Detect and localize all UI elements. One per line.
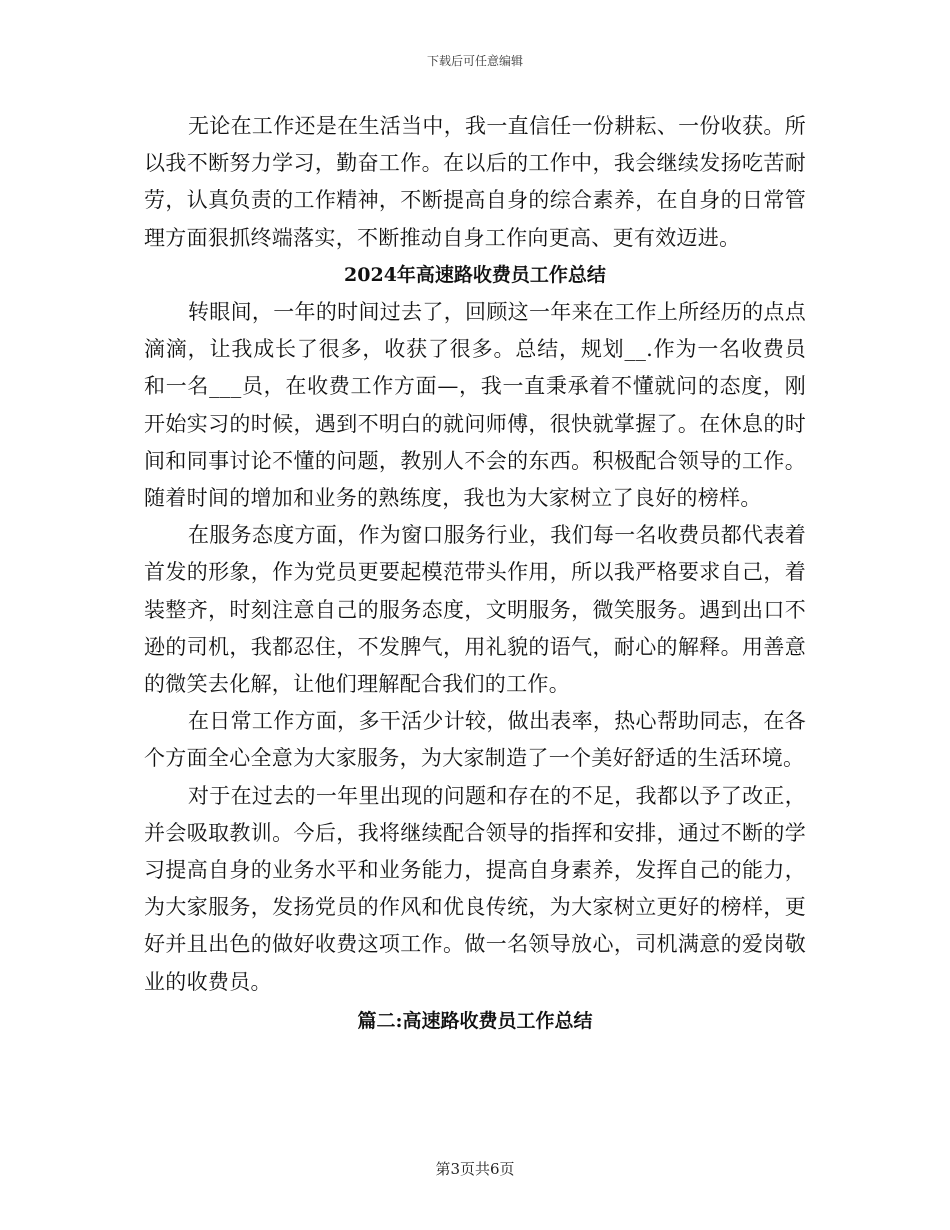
section-title-2: 篇二:高速路收费员工作总结 — [357, 1009, 593, 1032]
paragraph-4: 在日常工作方面，多干活少计较，做出表率，热心帮助同志，在各个方面全心全意为大家服务，为大家制造了一个美好舒适的生活环境。 — [144, 709, 806, 771]
page-header: 下载后可任意编辑 — [426, 54, 523, 68]
page-footer: 第3页共6页 — [435, 1160, 515, 1178]
paragraph-2: 转眼间，一年的时间过去了，回顾这一年来在工作上所经历的点点滴滴，让我成长了很多，收获了很多。总结，规划__.作为一名收费员和一名___员，在收费工作方面—，我一直秉承着不懂就问的态度，刚开始实习的时候，遇到不明白的就问师傅，很快就掌握了。在休息的时间和同事讨论不懂的问题，教别人不会的东西。积极配合领导的工作。随着时间的增加和业务的熟练度，我也为大家树立了良好的榜样。 — [144, 300, 806, 511]
document-body — [144, 108, 806, 1040]
paragraph-1: 无论在工作还是在生活当中，我一直信任一份耕耘、一份收获。所以我不断努力学习，勤奋工作。在以后的工作中，我会继续发扬吃苦耐劳，认真负责的工作精神，不断提高自身的综合素养，在自身的日常管理方面狠抓终端落实，不断推动自身工作向更高、更有效迈进。 — [144, 114, 806, 250]
paragraph-3: 在服务态度方面，作为窗口服务行业，我们每一名收费员都代表着首发的形象，作为党员更要起模范带头作用，所以我严格要求自己，着装整齐，时刻注意自己的服务态度，文明服务，微笑服务。遇到出口不逊的司机，我都忍住，不发脾气，用礼貌的语气，耐心的解释。用善意的微笑去化解，让他们理解配合我们的工作。 — [144, 523, 806, 697]
section-title-1: 2024年高速路收费员工作总结 — [344, 263, 606, 286]
paragraph-5: 对于在过去的一年里出现的问题和存在的不足，我都以予了改正，并会吸取教训。今后，我将继续配合领导的指挥和安排，通过不断的学习提高自身的业务水平和业务能力，提高自身素养，发挥自己的能力，为大家服务，发扬党员的作风和优良传统，为大家树立更好的榜样，更好并且出色的做好收费这项工作。做一名领导放心，司机满意的爱岗敬业的收费员。 — [144, 783, 806, 994]
